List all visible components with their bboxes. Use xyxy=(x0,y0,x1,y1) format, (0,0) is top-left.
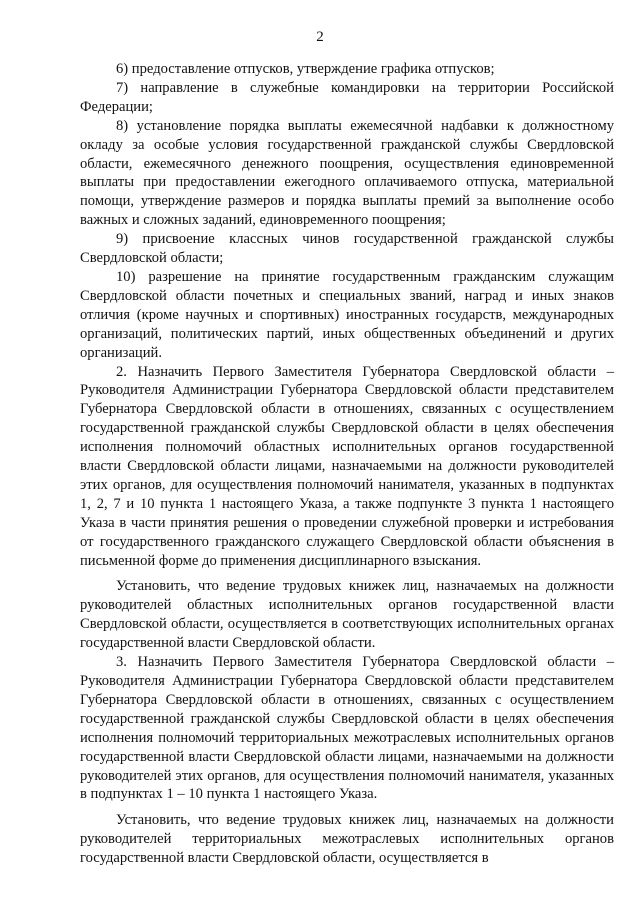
page-number: 2 xyxy=(316,29,324,45)
document-body xyxy=(80,60,614,868)
list-item-10: 10) разрешение на принятие государственным гражданским служащим Свердловской области почетных и специальных званий, наград и иных знаков отличия (кроме научных и спортивных) иностранных государств, международных организаций, политических партий, иных общественных объединений и других организаций. xyxy=(80,268,614,361)
list-item-9: 9) присвоение классных чинов государственной гражданской службы Свердловской области; xyxy=(80,231,614,267)
list-item-6: 6) предоставление отпусков, утверждение графика отпусков; xyxy=(116,61,495,77)
section-3-paragraph: 3. Назначить Первого Заместителя Губернатора Свердловской области – Руководителя Администрации Губернатора Свердловской области представителем Губернатора Свердловской области в отношениях, связанных с осуществлением государственной гражданской службы Свердловской области в целях обеспечения исполнения полномочий территориальных межотраслевых исполнительных органов государственной власти Свердловской области лицами, назначаемыми на должности руководителей этих органов, для осуществления полномочий нанимателя, указанных в подпунктах 1 – 10 пункта 1 настоящего Указа. xyxy=(80,654,614,803)
section-2-labor-books-paragraph: Установить, что ведение трудовых книжек лиц, назначаемых на должности руководителей областных исполнительных органов государственной власти Свердловской области, осуществляется в соответствующих исполнительных органах государственной власти Свердловской области. xyxy=(80,578,614,652)
list-item-7: 7) направление в служебные командировки на территории Российской Федерации; xyxy=(80,79,614,115)
list-item-8: 8) установление порядка выплаты ежемесячной надбавки к должностному окладу за особые условия государственной гражданской службы Свердловской области, ежемесячного денежного поощрения, осуществления единовременной выплаты при предоставлении ежегодного оплачиваемого отпуска, материальной помощи, утверждение размеров и порядка выплаты премий за выполнение особо важных и сложных заданий, единовременного поощрения; xyxy=(80,117,614,229)
section-3-labor-books-paragraph: Установить, что ведение трудовых книжек лиц, назначаемых на должности руководителей территориальных межотраслевых исполнительных органов государственной власти Свердловской области, осуществляется в xyxy=(80,812,614,867)
section-2-paragraph: 2. Назначить Первого Заместителя Губернатора Свердловской области – Руководителя Администрации Губернатора Свердловской области представителем Губернатора Свердловской области в отношениях, связанных с осуществлением государственной гражданской службы Свердловской области в целях обеспечения исполнения полномочий областных исполнительных органов государственной власти Свердловской области лицами, назначаемыми на должности руководителей этих органов, для осуществления полномочий нанимателя, указанных в подпунктах 1, 2, 7 и 10 пункта 1 настоящего Указа, а также подпункте 3 пункта 1 настоящего Указа в части принятия решения о проведении служебной проверки и истребования от государственного гражданского служащего Свердловской области объяснения в письменной форме до применения дисциплинарного взыскания. xyxy=(80,363,614,569)
